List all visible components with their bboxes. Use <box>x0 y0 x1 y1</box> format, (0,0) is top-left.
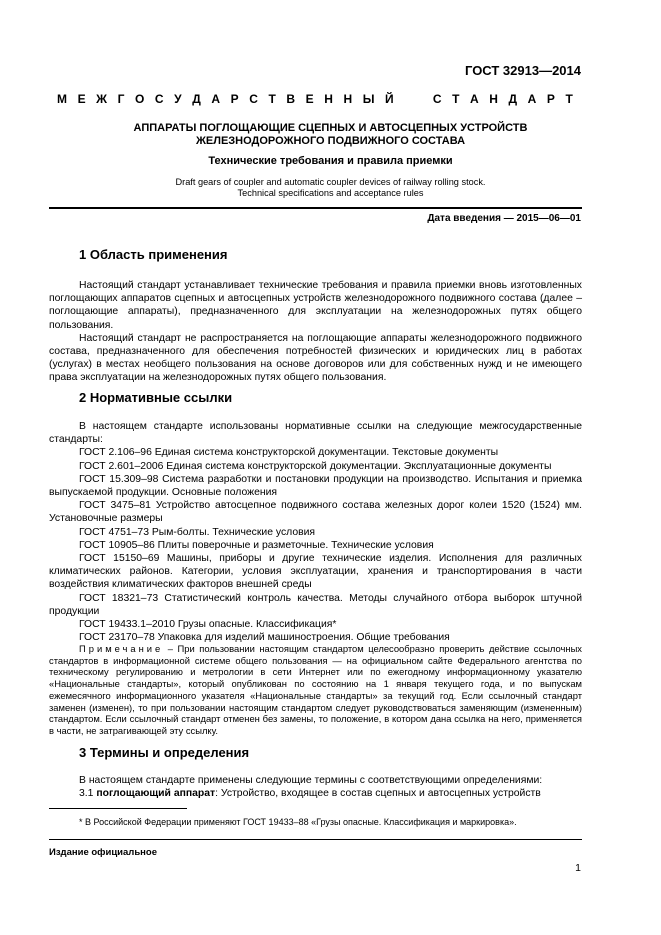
section-1-paragraph-2: Настоящий стандарт не распространяется на поглощающие аппараты железнодорожного подвижного состава, предназначенного для обеспечения потребностей физических и юридических лиц в работах (услугах) в местах необщего пользования на основе договоров или для собственных нужд и не имеющего права эксплуатации на железнодорожных путях общего пользования. <box>49 332 582 384</box>
term-3-1 <box>49 787 582 800</box>
banner-letter: Р <box>230 92 239 106</box>
term-definition: : Устройство, входящее в состав сцепных и автосцепных устройств <box>215 788 541 800</box>
title-line-1: АППАРАТЫ ПОГЛОЩАЮЩИЕ СЦЕПНЫХ И АВТОСЦЕПНЫХ УСТРОЙСТВ <box>133 122 528 134</box>
banner-letter: Е <box>77 92 86 106</box>
banner-letter: Д <box>192 92 201 106</box>
banner-letter: В <box>286 92 296 106</box>
banner-letter: А <box>470 92 479 106</box>
banner-letter: Г <box>117 92 125 106</box>
banner-letter: Т <box>268 92 276 106</box>
note-label: Примечание <box>79 643 164 654</box>
banner-letter: У <box>174 92 182 106</box>
section-1-paragraph-1: Настоящий стандарт устанавливает технические требования и правила приемки вновь изготовленных поглощающих аппаратов сцепных и автосцепных устройств железнодорожного подвижного состава (далее – поглощающие аппараты), предназначенного для эксплуатации на железнодорожных путях общего пользования. <box>49 280 582 331</box>
normative-reference: ГОСТ 4751–73 Рым-болты. Технические условия <box>79 526 316 538</box>
official-edition-label: Издание официальное <box>49 847 157 858</box>
normative-reference: ГОСТ 23170–78 Упаковка для изделий машиностроения. Общие требования <box>79 632 450 644</box>
normative-reference: ГОСТ 10905–86 Плиты поверочные и разметочные. Технические условия <box>79 539 434 551</box>
banner-letter: Ж <box>96 92 108 106</box>
english-title-line-1: Draft gears of coupler and automatic coupler devices of railway rolling stock. <box>175 177 486 187</box>
note-text: – При пользовании настоящим стандартом целесообразно проверить действие ссылочных стандартов в информационной системе общего пользования — на официальном сайте Федерального агентства по техническому регулированию и метрологии в сети Интернет или по ежегодному информационному указателю «Национальные стандарты», который опубликован по состоянию на 1 января текущего года, и по выпускам ежемесячного информационного указателя «Национальные стандарты» за текущий год. Если ссылочный стандарт заменен (изменен), то при пользовании настоящим стандартом следует руководствоваться заменяющим (измененным) стандартом. Если ссылочный стандарт отменен без замены, то положение, в котором дана ссылка на него, применяется в части, не затрагивающей эту ссылку. <box>49 643 582 736</box>
banner-letter: Т <box>565 92 573 106</box>
document-subtitle: Технические требования и правила приемки <box>208 155 453 167</box>
term-name: поглощающий аппарат <box>96 788 216 800</box>
normative-reference: ГОСТ 18321–73 Статистический контроль качества. Методы случайного отбора выборок штучной продукции <box>49 592 582 617</box>
footer-divider <box>49 839 582 840</box>
footnote: * В Российской Федерации применяют ГОСТ 19433–88 «Грузы опасные. Классификация и маркировка». <box>79 817 517 827</box>
banner-letter: С <box>249 92 258 106</box>
interstate-standard-banner <box>57 92 573 106</box>
banner-letter: Е <box>305 92 314 106</box>
normative-reference: ГОСТ 2.106–96 Единая система конструкторской документации. Текстовые документы <box>79 447 499 459</box>
section-2-note <box>49 643 582 737</box>
english-title-line-2: Technical specifications and acceptance rules <box>237 188 424 198</box>
banner-letter: А <box>211 92 221 106</box>
banner-letter: Н <box>324 92 333 106</box>
normative-reference: ГОСТ 19433.1–2010 Грузы опасные. Классификация* <box>79 619 337 631</box>
normative-reference: ГОСТ 15.309–98 Система разработки и постановки продукции на производство. Испытания и приемка выпускаемой продукции. Основные положения <box>49 473 582 499</box>
banner-letter: Н <box>489 92 498 106</box>
normative-reference: ГОСТ 3475–81 Устройство автосцепное подвижного состава железных дорог колеи 1520 (1524) мм. Установочные размеры <box>49 500 582 525</box>
section-1-heading: 1 Область применения <box>79 247 228 262</box>
section-3-body <box>49 774 582 800</box>
banner-letter: Т <box>452 92 460 106</box>
normative-reference: ГОСТ 15150–69 Машины, приборы и другие технические изделия. Исполнения для различных климатических районов. Категории, условия эксплуатации, хранения и транспортирования в части воздействия климатических факторов внешней среды <box>49 553 582 591</box>
title-line-2: ЖЕЛЕЗНОДОРОЖНОГО ПОДВИЖНОГО СОСТАВА <box>195 135 466 147</box>
banner-letter: М <box>57 92 67 106</box>
section-2-body <box>49 420 582 644</box>
banner-letter: С <box>432 92 442 106</box>
section-2-intro: В настоящем стандарте использованы нормативные ссылки на следующие межгосударственные стандарты: <box>49 421 582 446</box>
banner-letter: Н <box>343 92 353 106</box>
page-number: 1 <box>575 862 581 874</box>
banner-letter: О <box>135 92 145 106</box>
banner-letter: С <box>154 92 164 106</box>
section-3-heading: 3 Термины и определения <box>79 745 250 760</box>
banner-letter: Р <box>546 92 555 106</box>
banner-gap <box>404 92 422 106</box>
banner-letter: Ы <box>362 92 375 106</box>
section-3-intro: В настоящем стандарте применены следующие термины с соответствующими определениями: <box>79 775 543 786</box>
english-title <box>40 177 621 199</box>
term-number: 3.1 <box>79 788 97 800</box>
section-1-body <box>49 279 582 385</box>
banner-letter: Й <box>385 92 394 106</box>
header-divider <box>49 207 582 209</box>
normative-references-list <box>49 446 582 644</box>
introduction-date: Дата введения — 2015—06—01 <box>427 213 581 224</box>
banner-letter: Д <box>508 92 518 106</box>
footnote-divider <box>49 808 187 809</box>
standard-number: ГОСТ 32913—2014 <box>465 63 581 78</box>
normative-reference: ГОСТ 2.601–2006 Единая система конструкторской документации. Эксплуатационные документы <box>79 460 552 472</box>
banner-letter: А <box>527 92 537 106</box>
section-2-heading: 2 Нормативные ссылки <box>79 390 233 405</box>
document-title <box>40 122 621 148</box>
